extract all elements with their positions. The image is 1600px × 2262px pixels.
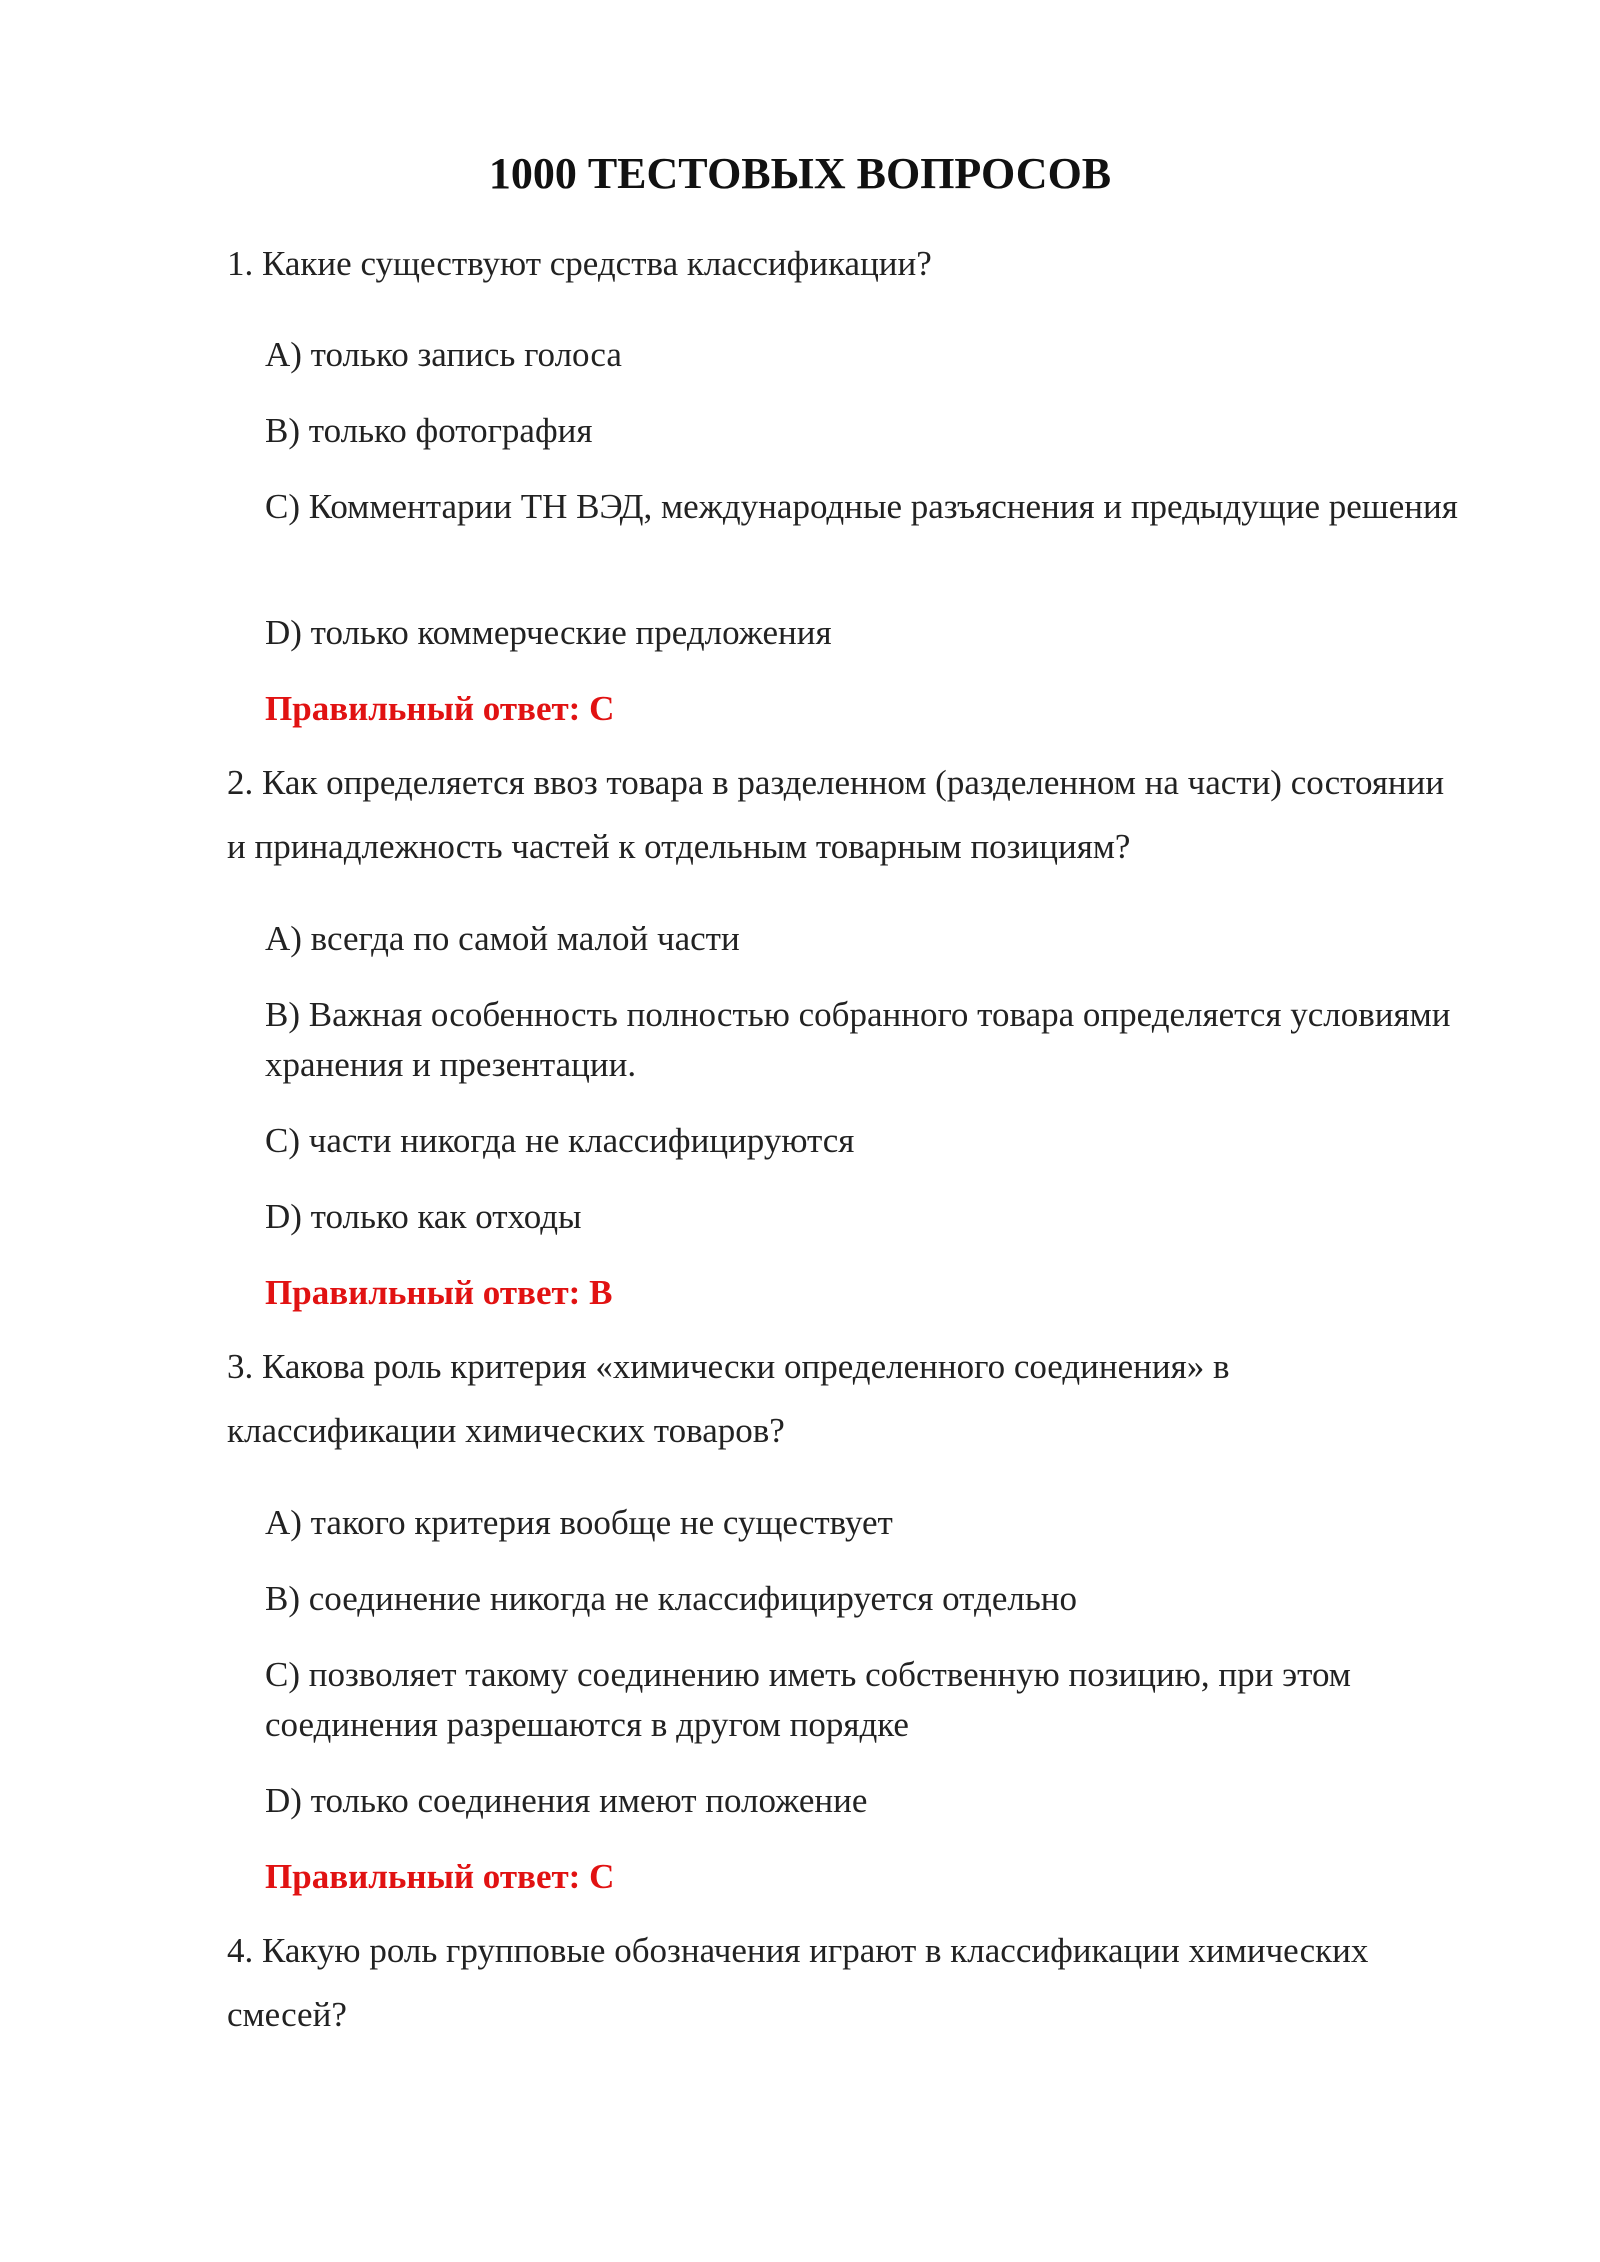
option-b: B) только фотография <box>265 411 593 450</box>
answer-letter: C <box>589 689 615 728</box>
option-c: C) части никогда не классифицируются <box>265 1121 855 1160</box>
question-text: 1. Какие существуют средства классификации? <box>227 244 932 283</box>
option-b: B) Важная особенность полностью собранного товара определяется условиями хранения и презентации. <box>265 995 1451 1084</box>
correct-answer <box>265 1268 1465 1318</box>
option-d: D) только как отходы <box>265 1197 582 1236</box>
answer-letter: C <box>589 1857 615 1896</box>
option-d: D) только коммерческие предложения <box>265 613 832 652</box>
option-a: A) только запись голоса <box>265 335 622 374</box>
question-text: 2. Как определяется ввоз товара в разделенном (разделенном на части) состоянии и принадлежность частей к отдельным товарным позициям? <box>227 763 1445 866</box>
option-b: B) соединение никогда не классифицируется отдельно <box>265 1579 1078 1618</box>
option-a: A) всегда по самой малой части <box>265 919 740 958</box>
answer-label: Правильный ответ: <box>265 1273 581 1312</box>
correct-answer <box>265 1852 1465 1902</box>
question-text: 4. Какую роль групповые обозначения играют в классификации химических смесей? <box>227 1931 1369 2034</box>
question-text: 3. Какова роль критерия «химически определенного соединения» в классификации химических товаров? <box>227 1347 1230 1450</box>
option-c: C) Комментарии ТН ВЭД, международные разъяснения и предыдущие решения <box>265 487 1458 526</box>
document-title: 1000 ТЕСТОВЫХ ВОПРОСОВ <box>488 149 1112 198</box>
correct-answer <box>265 684 1465 734</box>
answer-letter: B <box>589 1273 613 1312</box>
answer-label: Правильный ответ: <box>265 1857 581 1896</box>
option-c: C) позволяет такому соединению иметь собственную позицию, при этом соединения разрешаются в другом порядке <box>265 1655 1351 1744</box>
option-d: D) только соединения имеют положение <box>265 1781 868 1820</box>
option-a: A) такого критерия вообще не существует <box>265 1503 893 1542</box>
answer-label: Правильный ответ: <box>265 689 581 728</box>
